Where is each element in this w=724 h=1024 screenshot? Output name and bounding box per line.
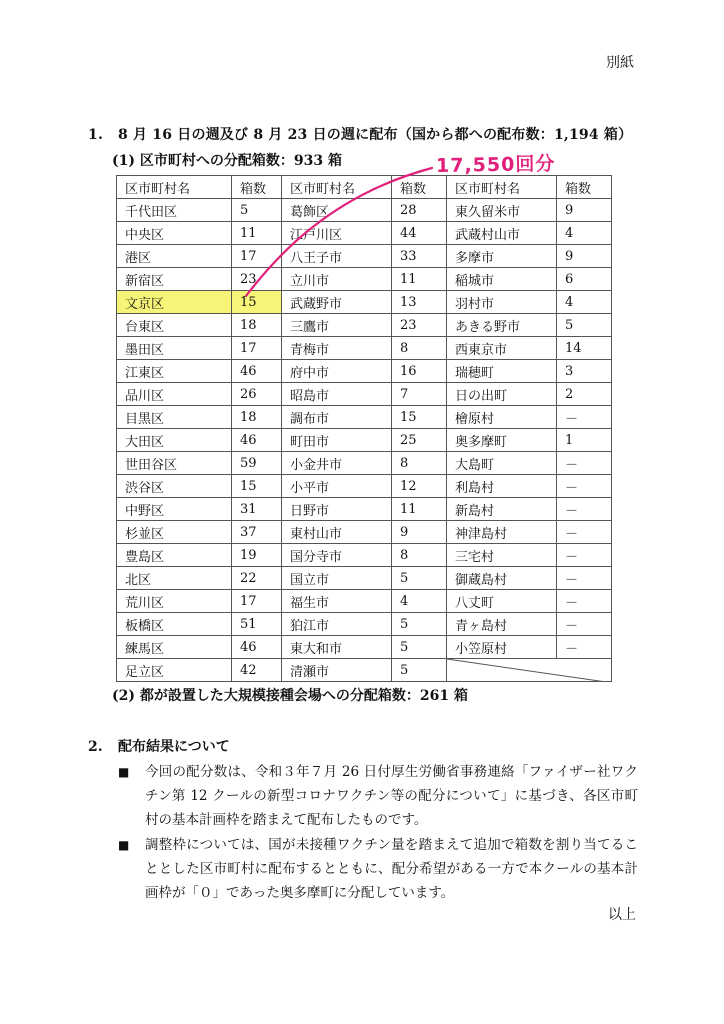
box-count-cell: 15 (392, 406, 447, 429)
municipality-cell: 大田区 (117, 429, 232, 452)
municipality-cell: 葛飾区 (282, 199, 392, 222)
header-cell: 区市町村名 (117, 176, 232, 199)
municipality-cell: 八丈町 (447, 590, 557, 613)
box-count-cell: 22 (232, 567, 282, 590)
municipality-cell: 町田市 (282, 429, 392, 452)
municipality-cell: 立川市 (282, 268, 392, 291)
box-count-cell: 23 (232, 268, 282, 291)
municipality-cell: 東村山市 (282, 521, 392, 544)
municipality-cell: 神津島村 (447, 521, 557, 544)
box-count-cell: 42 (232, 659, 282, 682)
municipality-cell: 調布市 (282, 406, 392, 429)
table-row (117, 360, 612, 383)
subsection1-heading: (1) 区市町村への分配箱数：933 箱 (112, 153, 342, 169)
municipality-cell: 品川区 (117, 383, 232, 406)
municipality-cell: 武蔵野市 (282, 291, 392, 314)
municipality-cell: 羽村市 (447, 291, 557, 314)
table-row (117, 636, 612, 659)
section2-title: 配布結果について (118, 739, 230, 755)
municipality-cell: 国立市 (282, 567, 392, 590)
municipality-cell: 世田谷区 (117, 452, 232, 475)
box-count-cell: 18 (232, 314, 282, 337)
municipality-cell: 文京区 (117, 291, 232, 314)
municipality-cell: 渋谷区 (117, 475, 232, 498)
box-count-cell: 8 (392, 337, 447, 360)
box-count-cell: 44 (392, 222, 447, 245)
municipality-cell: 新島村 (447, 498, 557, 521)
municipality-cell: 日の出町 (447, 383, 557, 406)
table-row (117, 498, 612, 521)
municipality-cell: 足立区 (117, 659, 232, 682)
municipality-cell: 板橋区 (117, 613, 232, 636)
box-count-cell: 4 (557, 222, 612, 245)
box-count-cell: － (557, 613, 612, 636)
header-cell: 箱数 (392, 176, 447, 199)
box-count-cell: 59 (232, 452, 282, 475)
box-count-cell: 33 (392, 245, 447, 268)
box-count-cell: 19 (232, 544, 282, 567)
table-row (117, 222, 612, 245)
table-row (117, 567, 612, 590)
box-count-cell: － (557, 544, 612, 567)
municipality-cell: あきる野市 (447, 314, 557, 337)
municipality-cell: 奥多摩町 (447, 429, 557, 452)
table-row (117, 452, 612, 475)
municipality-cell: 利島村 (447, 475, 557, 498)
box-count-cell: 9 (557, 245, 612, 268)
municipality-cell: 青ヶ島村 (447, 613, 557, 636)
table-row (117, 521, 612, 544)
box-count-cell: 8 (392, 452, 447, 475)
box-count-cell: 28 (392, 199, 447, 222)
municipality-cell: 中央区 (117, 222, 232, 245)
box-count-cell: 51 (232, 613, 282, 636)
municipality-cell: 武蔵村山市 (447, 222, 557, 245)
municipality-cell: 目黒区 (117, 406, 232, 429)
box-count-cell: 16 (392, 360, 447, 383)
municipality-cell: 墨田区 (117, 337, 232, 360)
section2-heading (88, 736, 230, 756)
municipality-cell: 青梅市 (282, 337, 392, 360)
bullet-item (118, 760, 638, 832)
municipality-cell: 清瀬市 (282, 659, 392, 682)
box-count-cell: 11 (392, 498, 447, 521)
box-count-cell: 25 (392, 429, 447, 452)
box-count-cell: 26 (232, 383, 282, 406)
municipality-cell: 台東区 (117, 314, 232, 337)
table-row (117, 268, 612, 291)
box-count-cell: 7 (392, 383, 447, 406)
municipality-cell: 狛江市 (282, 613, 392, 636)
municipality-cell: 小笠原村 (447, 636, 557, 659)
table-row (117, 199, 612, 222)
municipality-cell: 三鷹市 (282, 314, 392, 337)
municipality-cell: 東大和市 (282, 636, 392, 659)
header-cell: 箱数 (232, 176, 282, 199)
municipality-cell: 中野区 (117, 498, 232, 521)
box-count-cell: 5 (232, 199, 282, 222)
table-row (117, 383, 612, 406)
box-count-cell: 3 (557, 360, 612, 383)
municipality-cell: 東久留米市 (447, 199, 557, 222)
municipality-cell: 練馬区 (117, 636, 232, 659)
square-bullet-icon: ■ (118, 838, 130, 852)
table-row (117, 659, 612, 682)
municipality-cell: 国分寺市 (282, 544, 392, 567)
bullet-text: 調整枠については、国が未接種ワクチン量を踏まえて追加で箱数を割り当てることとした区市町村に配布するとともに、配分希望がある一方で本クールの基本計画枠が「０」であった奥多摩町に分配しています。 (145, 837, 638, 901)
box-count-cell: 4 (557, 291, 612, 314)
municipality-cell: 豊島区 (117, 544, 232, 567)
box-count-cell: － (557, 452, 612, 475)
municipality-cell: 福生市 (282, 590, 392, 613)
municipality-cell: 大島町 (447, 452, 557, 475)
box-count-cell: 11 (232, 222, 282, 245)
box-count-cell: 15 (232, 291, 282, 314)
box-count-cell: 37 (232, 521, 282, 544)
box-count-cell: － (557, 590, 612, 613)
box-count-cell: 46 (232, 636, 282, 659)
municipality-cell: 三宅村 (447, 544, 557, 567)
box-count-cell: 18 (232, 406, 282, 429)
box-count-cell: 5 (392, 613, 447, 636)
table-row (117, 245, 612, 268)
table-row (117, 475, 612, 498)
box-count-cell: － (557, 406, 612, 429)
closing-mark: 以上 (608, 907, 636, 923)
box-count-cell: 5 (557, 314, 612, 337)
box-count-cell: － (557, 498, 612, 521)
box-count-cell: 46 (232, 360, 282, 383)
municipality-cell: 昭島市 (282, 383, 392, 406)
box-count-cell: 2 (557, 383, 612, 406)
municipality-cell: 小平市 (282, 475, 392, 498)
box-count-cell: 9 (392, 521, 447, 544)
box-count-cell: 13 (392, 291, 447, 314)
municipality-cell: 江東区 (117, 360, 232, 383)
box-count-cell: 12 (392, 475, 447, 498)
table-row (117, 613, 612, 636)
box-count-cell: 46 (232, 429, 282, 452)
section1-number: 1. (88, 127, 104, 143)
municipality-cell: 新宿区 (117, 268, 232, 291)
box-count-cell: 8 (392, 544, 447, 567)
municipality-cell: 北区 (117, 567, 232, 590)
table-row (117, 337, 612, 360)
square-bullet-icon: ■ (118, 765, 130, 779)
box-count-cell: 5 (392, 636, 447, 659)
empty-diagonal-cell (447, 659, 612, 682)
box-count-cell: 14 (557, 337, 612, 360)
box-count-cell: － (557, 475, 612, 498)
municipality-cell: 檜原村 (447, 406, 557, 429)
header-cell: 箱数 (557, 176, 612, 199)
header-cell: 区市町村名 (282, 176, 392, 199)
section1-title: 8 月 16 日の週及び 8 月 23 日の週に配布（国から都への配布数：1,194 箱） (118, 127, 633, 143)
section2-number: 2. (88, 739, 103, 755)
box-count-cell: 11 (392, 268, 447, 291)
table-row (117, 544, 612, 567)
table-row (117, 314, 612, 337)
municipality-cell: 千代田区 (117, 199, 232, 222)
distribution-table (116, 175, 612, 682)
table-row (117, 406, 612, 429)
municipality-cell: 府中市 (282, 360, 392, 383)
box-count-cell: － (557, 567, 612, 590)
box-count-cell: 15 (232, 475, 282, 498)
municipality-cell: 御蔵島村 (447, 567, 557, 590)
box-count-cell: 4 (392, 590, 447, 613)
box-count-cell: － (557, 521, 612, 544)
table-header-row (117, 176, 612, 199)
box-count-cell: 9 (557, 199, 612, 222)
section1-heading (88, 124, 632, 144)
annex-label: 別紙 (606, 55, 634, 71)
table-row (117, 291, 612, 314)
box-count-cell: － (557, 636, 612, 659)
box-count-cell: 5 (392, 567, 447, 590)
municipality-cell: 八王子市 (282, 245, 392, 268)
handwritten-dose-note: 17,550回分 (435, 152, 556, 178)
subsection2-heading: (2) 都が設置した大規模接種会場への分配箱数：261 箱 (112, 688, 468, 704)
municipality-cell: 江戸川区 (282, 222, 392, 245)
bullet-item (118, 833, 638, 905)
header-cell: 区市町村名 (447, 176, 557, 199)
bullet-text: 今回の配分数は、令和３年７月 26 日付厚生労働省事務連絡「ファイザー社ワクチン第 12 クールの新型コロナワクチン等の配分について」に基づき、各区市町村の基本計画枠を踏まえて配布したものです。 (145, 764, 638, 828)
municipality-cell: 西東京市 (447, 337, 557, 360)
municipality-cell: 稲城市 (447, 268, 557, 291)
box-count-cell: 6 (557, 268, 612, 291)
box-count-cell: 1 (557, 429, 612, 452)
municipality-cell: 杉並区 (117, 521, 232, 544)
municipality-cell: 日野市 (282, 498, 392, 521)
table-row (117, 429, 612, 452)
municipality-cell: 多摩市 (447, 245, 557, 268)
table-row (117, 590, 612, 613)
box-count-cell: 23 (392, 314, 447, 337)
box-count-cell: 17 (232, 590, 282, 613)
municipality-cell: 港区 (117, 245, 232, 268)
municipality-cell: 瑞穂町 (447, 360, 557, 383)
box-count-cell: 5 (392, 659, 447, 682)
box-count-cell: 17 (232, 337, 282, 360)
box-count-cell: 31 (232, 498, 282, 521)
municipality-cell: 小金井市 (282, 452, 392, 475)
box-count-cell: 17 (232, 245, 282, 268)
municipality-cell: 荒川区 (117, 590, 232, 613)
